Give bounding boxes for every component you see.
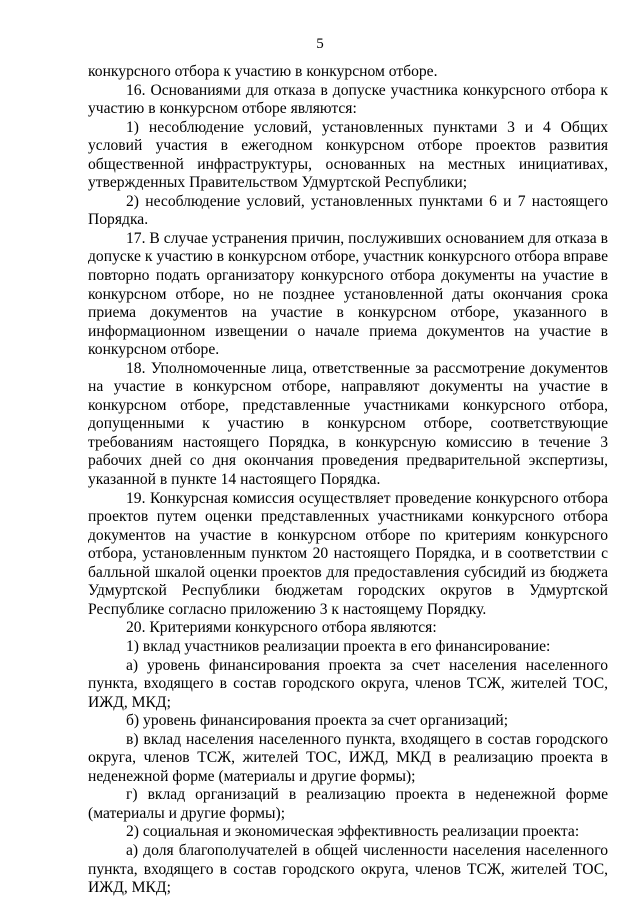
paragraph-18: 18. Уполномоченные лица, ответственные за рассмотрение документов на участие в конкурсном отборе, направляют документы на участие в конкурсном отборе, представленные участниками конкурсного отбора, допущенными к участию в конкурсном отборе, соответствующие требованиям настоящего Порядка, в конкурсную комиссию в течение 3 рабочих дней со дня окончания проведения предварительной экспертизы, указанной в пункте 14 настоящего Порядка. bbox=[88, 359, 608, 489]
paragraph-continuation: конкурсного отбора к участию в конкурсном отборе. bbox=[88, 63, 438, 80]
paragraph-20-item-2: 2) социальная и экономическая эффективность реализации проекта: bbox=[126, 823, 580, 841]
paragraph-20-item-1d: г) вклад организаций в реализацию проекта в неденежной форме (материалы и другие формы); bbox=[88, 786, 608, 822]
paragraph-20: 20. Критериями конкурсного отбора являются: bbox=[126, 619, 437, 637]
paragraph-20-item-1b: б) уровень финансирования проекта за счет организаций; bbox=[126, 712, 509, 730]
paragraph-17: 17. В случае устранения причин, послуживших основанием для отказа в допуске к участию в конкурсном отборе, участник конкурсного отбора вправе повторно подать организатору конкурсного отбора документы на участие в конкурсном отборе, но не позднее установленной даты окончания срока приема документов на участие в конкурсном отборе, указанного в информационном извещении о начале приема документов на участие в конкурсном отборе. bbox=[88, 229, 608, 359]
paragraph-16: 16. Основаниями для отказа в допуске участника конкурсного отбора к участию в конкурсном отборе являются: bbox=[88, 81, 608, 118]
page-number: 5 bbox=[316, 36, 324, 52]
paragraph-20-item-1a: а) уровень финансирования проекта за счет населения населенного пункта, входящего в состав городского округа, членов ТСЖ, жителей ТОС, ИЖД, МКД; bbox=[88, 656, 608, 711]
paragraph-19: 19. Конкурсная комиссия осуществляет проведение конкурсного отбора проектов путем оценки представленных участниками конкурсного отбора документов на участие в конкурсном отборе по критериям конкурсного отбора, установленным пунктом 20 настоящего Порядка, и в соответствии с балльной шкалой оценки проектов для предоставления субсидий из бюджета Удмуртской Республики бюджетам городских округов в Удмуртской Республике согласно приложению 3 к настоящему Порядку. bbox=[88, 489, 608, 618]
paragraph-20-item-2a: а) доля благополучателей в общей численности населения населенного пункта, входящего в состав городского округа, членов ТСЖ, жителей ТОС, ИЖД, МКД; bbox=[88, 841, 608, 897]
paragraph-16-item-1: 1) несоблюдение условий, установленных пунктами 3 и 4 Общих условий участия в ежегодном конкурсном отборе проектов развития общественной инфраструктуры, основанных на местных инициативах, утвержденных Правительством Удмуртской Республики; bbox=[88, 118, 608, 192]
paragraph-16-item-2: 2) несоблюдение условий, установленных пунктами 6 и 7 настоящего Порядка. bbox=[88, 192, 608, 229]
paragraph-20-item-1: 1) вклад участников реализации проекта в его финансирование: bbox=[126, 637, 551, 655]
document-body bbox=[88, 63, 608, 898]
paragraph-20-item-1c: в) вклад населения населенного пункта, входящего в состав городского округа, членов ТСЖ, жителей ТОС, ИЖД, МКД в реализацию проекта в неденежной форме (материалы и другие формы); bbox=[88, 730, 608, 785]
